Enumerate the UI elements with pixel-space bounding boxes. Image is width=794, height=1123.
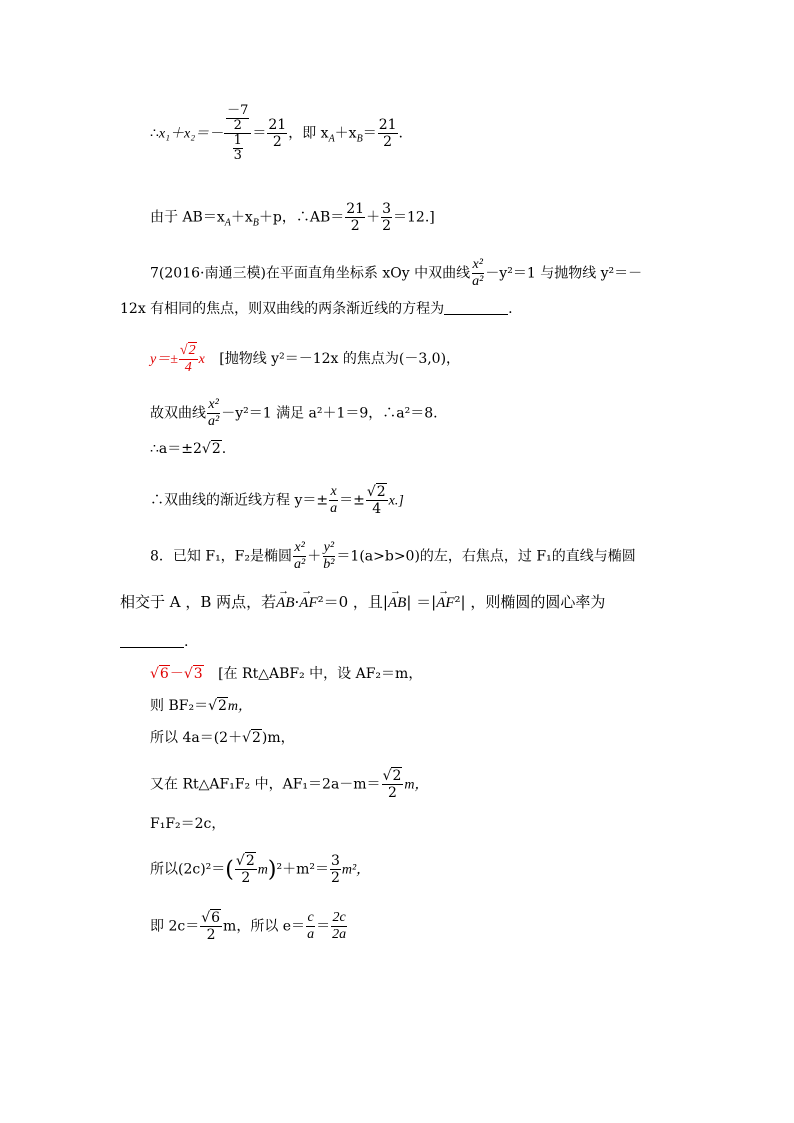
answer-8: √6－√3 xyxy=(150,666,203,682)
answer-8-line7: 即 2c＝ $\frac{√6}{2}$ m，所以 e＝ $\frac{c}{a}$ ＝ $\frac{2c}{2a}$ xyxy=(150,910,347,943)
nested-fraction: $\frac{\frac{-7}{2}}{\frac{1}{3}}$ xyxy=(224,104,251,163)
question-8-line2: 相交于 A ，B 两点，若→ AB·→ AF²＝0 ，且|→ AB| ＝|→ AF²| ，则椭圆的圆心率为 xyxy=(120,593,605,612)
answer-7-line4: ∴双曲线的渐近线方程 y＝± $\frac{x}{a}$ ＝± $\frac{√2}{4}$ x.] xyxy=(150,484,404,517)
question-7-line2: 12x 有相同的焦点，则双曲线的两条渐近线的方程为 . xyxy=(120,301,513,317)
answer-8-line4: 又在 Rt△AF₁F₂ 中，AF₁＝2a－m＝ $\frac{√2}{2}$ m， xyxy=(150,768,429,801)
sol-prev-line1: ∴x₁＋x₂＝－ $\frac{\frac{-7}{2}}{\frac{1}{3}}$ ＝ $\frac{21}{2}$ ，即 $x_A+x_B=$ $\frac{21}{2}$ . xyxy=(150,103,403,163)
answer-7: y＝± $\frac{√2}{4}$ x xyxy=(150,343,205,375)
answer-8-line3: 所以 4a＝(2＋√2)m， xyxy=(150,730,295,746)
sol-prev-line2: 由于 $AB=x_A+x_B+p$，∴AB＝ $\frac{21}{2}$ ＋ $\frac{3}{2}$ ＝12.] xyxy=(150,201,435,234)
question-8-line3: . xyxy=(120,633,188,651)
answer-7-line1: y＝± $\frac{√2}{4}$ x [抛物线 y²＝－12x 的焦点为(－3,0)， xyxy=(150,343,461,375)
question-7-marker: 7 xyxy=(150,265,159,282)
answer-8-line6: 所以(2c)²＝( $\frac{√2}{2}$ m)²＋m²＝ $\frac{3}{2}$ m²， xyxy=(150,853,371,886)
question-7-line1: 7(2016·南通三模)在平面直角坐标系 xOy 中双曲线 $\frac{\text{x²}}{\text{a²}}$ －y²＝1 与抛物线 y²＝－ xyxy=(150,257,643,289)
answer-blank xyxy=(444,300,508,315)
answer-7-line2: 故双曲线 $\frac{\text{x²}}{\text{a²}}$ －y²＝1 满足 a²＋1＝9，∴a²＝8. xyxy=(150,397,438,429)
answer-8-line1: √6－√3 [在 Rt△ABF₂ 中，设 AF₂＝m， xyxy=(150,666,423,682)
answer-blank xyxy=(120,633,184,648)
answer-7-line3: ∴a＝±2√2. xyxy=(150,441,227,457)
answer-8-line2: 则 BF₂＝√2m， xyxy=(150,698,253,714)
question-8-line1: 8．已知 F₁，F₂是椭圆 $\frac{\text{x²}}{\text{a²}}$ ＋ $\frac{\text{y²}}{\text{b²}}$ ＝1(a>b>0)的左，右焦点，过 F₁的直线与椭圆 xyxy=(150,540,636,572)
answer-8-line5: F₁F₂＝2c， xyxy=(150,816,226,832)
